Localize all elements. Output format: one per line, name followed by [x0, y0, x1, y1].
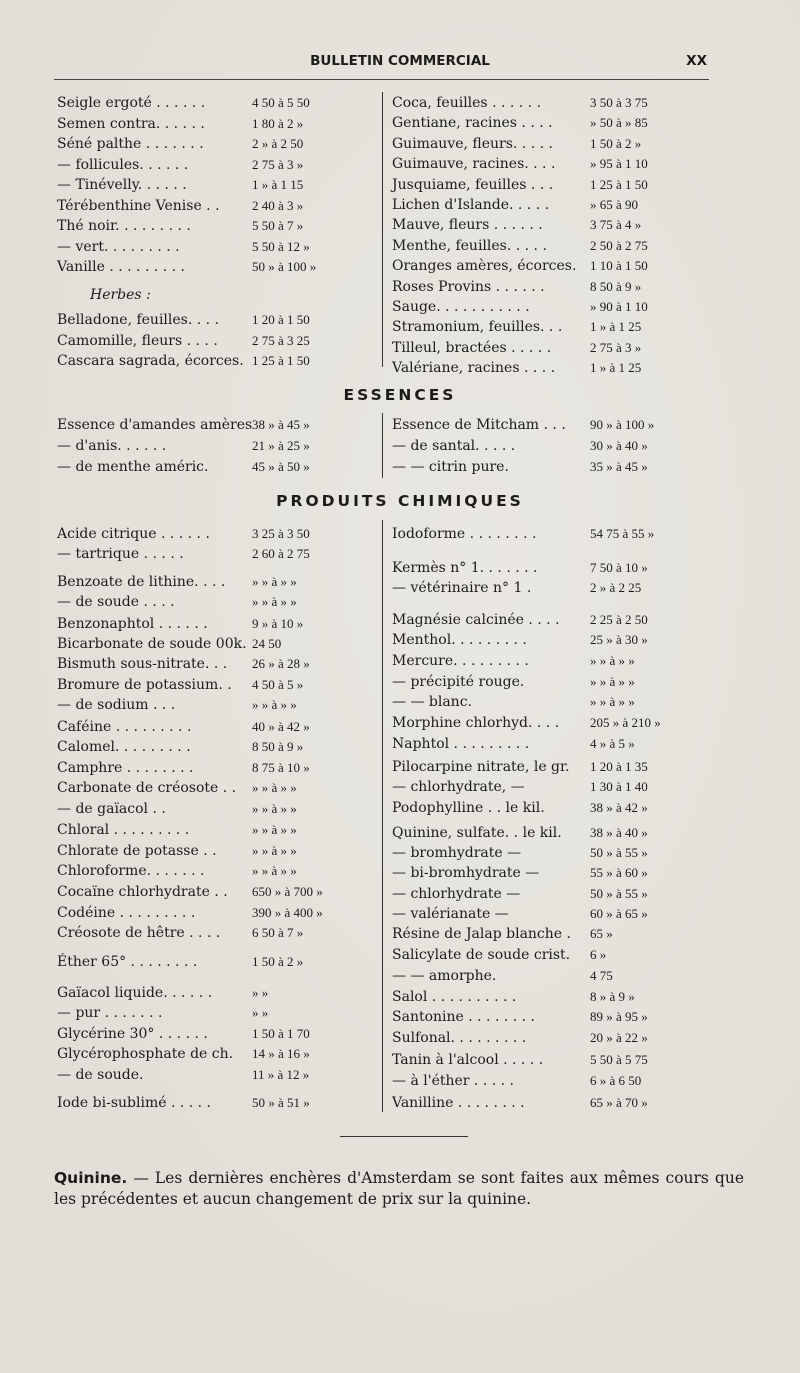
item-name: Salicylate de soude crist.: [392, 947, 571, 963]
item-price: 38 » à 42 »: [590, 800, 648, 815]
item-price: 1 20 à 1 35: [590, 759, 648, 774]
quinine-note: [54, 1168, 744, 1210]
item-name: Acide citrique . . . . . .: [57, 526, 210, 542]
item-price: 89 » à 95 »: [590, 1009, 648, 1024]
item-name: Carbonate de créosote . .: [57, 780, 237, 796]
item-name: — précipité rouge.: [392, 674, 525, 690]
item-price: 6 50 à 7 »: [252, 925, 304, 940]
item-price: 1 80 à 2 »: [252, 115, 304, 131]
item-price: 2 50 à 2 75: [590, 237, 648, 253]
item-name: — bromhydrate —: [392, 845, 522, 861]
item-price: 55 » à 60 »: [590, 865, 648, 880]
item-price: 390 » à 400 »: [252, 905, 323, 920]
item-name: Cascara sagrada, écorces.: [57, 353, 244, 369]
footer-rule: [340, 1136, 468, 1137]
item-name: — de soude.: [57, 1067, 144, 1083]
item-price: 54 75 à 55 »: [590, 526, 655, 541]
item-price: 205 » à 210 »: [590, 715, 661, 730]
item-price: 2 25 à 2 50: [590, 612, 648, 627]
item-name: Sauge. . . . . . . . . . .: [392, 299, 530, 315]
header-title: BULLETIN COMMERCIAL: [310, 53, 490, 69]
item-name: Éther 65° . . . . . . . .: [57, 954, 198, 970]
item-price: 40 » à 42 »: [252, 719, 310, 734]
item-price: 5 50 à 7 »: [252, 218, 304, 233]
item-price: » » à » »: [252, 780, 297, 795]
item-price: » »: [252, 1005, 269, 1020]
item-price: 38 » à 45 »: [252, 417, 310, 432]
item-price: 1 20 à 1 50: [252, 312, 310, 327]
item-name: Jusquiame, feuilles . . .: [392, 176, 554, 193]
item-price: 65 » à 70 »: [590, 1095, 648, 1110]
item-name: Menthe, feuilles. . . . .: [392, 237, 547, 254]
item-name: — chlorhydrate —: [392, 886, 521, 902]
column-divider-chimiques: [382, 520, 383, 1112]
item-price: 1 25 à 1 50: [252, 353, 310, 368]
item-price: 60 » à 65 »: [590, 906, 648, 921]
item-price: 2 » à 2 25: [590, 580, 642, 595]
item-name: Chloroforme. . . . . . .: [57, 863, 205, 879]
item-price: » » à » »: [252, 843, 297, 858]
item-price: 30 » à 40 »: [590, 438, 648, 453]
item-price: 2 » à 2 50: [252, 136, 304, 151]
item-price: 1 » à 1 15: [252, 177, 304, 192]
item-name: Mercure. . . . . . . . .: [392, 653, 529, 669]
item-name: Codéine . . . . . . . . .: [57, 905, 196, 921]
item-name: — d'anis. . . . . .: [57, 438, 167, 454]
item-name: — — amorphe.: [392, 968, 497, 984]
item-price: 2 75 à 3 »: [252, 156, 304, 172]
item-price: 1 50 à 2 »: [252, 954, 304, 969]
item-name: Belladone, feuilles. . . .: [57, 312, 220, 328]
item-name: Mauve, fleurs . . . . . .: [392, 217, 543, 234]
item-price: 6 » à 6 50: [590, 1073, 642, 1088]
item-name: — vétérinaire n° 1 .: [392, 580, 532, 596]
item-name: Kermès n° 1. . . . . . .: [392, 560, 538, 576]
item-name: Cocaïne chlorhydrate . .: [57, 884, 228, 900]
page-number: XX: [686, 53, 707, 69]
note-text: — Les dernières enchères d'Amsterdam se sont faites aux mêmes cours que les précédentes et aucun changement de prix sur la quinine.: [54, 1169, 744, 1208]
item-name: Stramonium, feuilles. . .: [392, 319, 563, 336]
column-divider-essences: [382, 413, 383, 478]
item-name: Semen contra. . . . . .: [57, 115, 205, 132]
item-price: 6 »: [590, 947, 607, 962]
item-name: — — citrin pure.: [392, 459, 509, 475]
item-name: — valérianate —: [392, 906, 509, 922]
item-price: 8 50 à 9 »: [252, 739, 304, 754]
item-name: Quinine, sulfate. . le kil.: [392, 825, 562, 841]
item-name: Menthol. . . . . . . . .: [392, 632, 527, 648]
item-name: — chlorhydrate, —: [392, 779, 525, 795]
item-name: Glycérophosphate de ch.: [57, 1046, 234, 1062]
item-name: Chloral . . . . . . . . .: [57, 822, 190, 838]
item-price: 14 » à 16 »: [252, 1046, 310, 1061]
item-price: » 95 à 1 10: [590, 156, 648, 172]
item-name: Gentiane, racines . . . .: [392, 115, 553, 132]
item-price: 50 » à 100 »: [252, 259, 317, 274]
item-price: 1 25 à 1 50: [590, 176, 648, 192]
item-price: 8 50 à 9 »: [590, 278, 642, 294]
item-name: Santonine . . . . . . . .: [392, 1009, 536, 1025]
essences-title: ESSENCES: [343, 386, 457, 404]
note-lead: Quinine.: [54, 1169, 128, 1187]
item-price: 8 » à 9 »: [590, 989, 635, 1004]
item-name: Vanilline . . . . . . . .: [392, 1095, 525, 1111]
item-name: Créosote de hêtre . . . .: [57, 925, 221, 941]
item-price: 7 50 à 10 »: [590, 560, 648, 575]
item-name: — follicules. . . . . .: [57, 156, 189, 173]
item-price: 38 » à 40 »: [590, 825, 648, 840]
item-name: Lichen d'Islande. . . . .: [392, 197, 550, 213]
herbes-subheading: Herbes :: [90, 287, 151, 303]
item-name: — de menthe améric.: [57, 459, 209, 475]
item-name: Roses Provins . . . . . .: [392, 278, 545, 295]
item-name: Chlorate de potasse . .: [57, 843, 217, 859]
item-name: Guimauve, racines. . . .: [392, 156, 556, 173]
item-price: 5 50 à 5 75: [590, 1052, 648, 1067]
item-price: 4 75: [590, 968, 613, 983]
item-name: Naphtol . . . . . . . . .: [392, 736, 530, 752]
item-name: Calomel. . . . . . . . .: [57, 739, 191, 755]
item-price: 11 » à 12 »: [252, 1067, 310, 1082]
item-price: » 65 à 90: [590, 197, 639, 212]
item-name: Coca, feuilles . . . . . .: [392, 95, 542, 111]
item-name: — — blanc.: [392, 694, 472, 710]
item-name: Salol . . . . . . . . . .: [392, 989, 517, 1005]
item-price: 25 » à 30 »: [590, 632, 648, 647]
item-price: 1 » à 1 25: [590, 319, 642, 335]
item-name: Seigle ergoté . . . . . .: [57, 95, 206, 111]
item-name: — tartrique . . . . .: [57, 546, 184, 562]
item-price: 1 10 à 1 50: [590, 258, 648, 274]
item-price: 24 50: [252, 636, 282, 651]
column-divider-top: [382, 92, 383, 367]
item-name: Résine de Jalap blanche .: [392, 926, 571, 942]
item-price: 90 » à 100 »: [590, 417, 655, 432]
item-name: — pur . . . . . . .: [57, 1005, 163, 1021]
item-price: 4 50 à 5 50: [252, 95, 310, 110]
item-price: 650 » à 700 »: [252, 884, 323, 899]
item-name: — vert. . . . . . . . .: [57, 238, 180, 255]
header-rule: [54, 79, 709, 80]
item-name: Guimauve, fleurs. . . . .: [392, 135, 553, 152]
item-name: Pilocarpine nitrate, le gr.: [392, 759, 570, 775]
item-name: Glycérine 30° . . . . . .: [57, 1026, 208, 1042]
item-name: Iode bi-sublimé . . . . .: [57, 1095, 212, 1111]
item-price: 1 30 à 1 40: [590, 779, 648, 794]
item-name: Bismuth sous-nitrate. . .: [57, 656, 228, 672]
item-name: Sulfonal. . . . . . . . .: [392, 1030, 527, 1046]
item-price: » » à » »: [252, 863, 297, 878]
item-name: — de santal. . . . .: [392, 438, 516, 454]
item-price: 4 50 à 5 »: [252, 677, 304, 692]
item-price: 3 50 à 3 75: [590, 95, 648, 110]
item-name: Séné palthe . . . . . . .: [57, 136, 204, 152]
item-price: 2 75 à 3 »: [590, 339, 642, 355]
item-price: 35 » à 45 »: [590, 459, 648, 474]
item-price: » » à » »: [252, 574, 297, 589]
item-name: Valériane, racines . . . .: [392, 360, 556, 377]
item-price: 21 » à 25 »: [252, 438, 310, 453]
item-price: 2 75 à 3 25: [252, 333, 310, 348]
item-name: Iodoforme . . . . . . . .: [392, 526, 537, 542]
page-header: [0, 53, 800, 73]
item-price: 45 » à 50 »: [252, 459, 310, 474]
item-price: » » à » »: [590, 653, 635, 668]
item-name: — Tinévelly. . . . . .: [57, 177, 187, 193]
item-name: Bromure de potassium. .: [57, 677, 232, 693]
item-price: 26 » à 28 »: [252, 656, 310, 671]
item-price: 4 » à 5 »: [590, 736, 635, 751]
item-name: Oranges amères, écorces.: [392, 258, 577, 275]
item-name: Podophylline . . le kil.: [392, 800, 545, 816]
item-price: » » à » »: [252, 822, 297, 837]
item-price: » » à » »: [252, 801, 297, 816]
item-name: Morphine chlorhyd. . . .: [392, 715, 560, 731]
item-price: 50 » à 55 »: [590, 886, 648, 901]
item-name: Thé noir. . . . . . . . .: [57, 218, 191, 234]
item-name: Magnésie calcinée . . . .: [392, 612, 560, 628]
item-price: 20 » à 22 »: [590, 1030, 648, 1045]
item-price: 65 »: [590, 926, 613, 941]
item-name: Bicarbonate de soude 00k.: [57, 636, 247, 652]
item-name: — de sodium . . .: [57, 697, 176, 713]
item-price: 1 50 à 2 »: [590, 135, 642, 151]
item-price: 5 50 à 12 »: [252, 238, 310, 254]
item-price: 9 » à 10 »: [252, 616, 304, 631]
item-price: 2 60 à 2 75: [252, 546, 310, 561]
item-price: 50 » à 51 »: [252, 1095, 310, 1110]
item-name: Tilleul, bractées . . . . .: [392, 339, 552, 356]
chimiques-title: PRODUITS CHIMIQUES: [276, 492, 524, 510]
item-name: Vanille . . . . . . . . .: [57, 259, 186, 275]
item-name: Essence de Mitcham . . .: [392, 417, 566, 433]
item-price: » » à » »: [252, 594, 297, 609]
item-price: 3 75 à 4 »: [590, 217, 642, 233]
item-name: Camphre . . . . . . . .: [57, 760, 194, 776]
item-name: Gaïacol liquide. . . . . .: [57, 985, 213, 1001]
item-price: 3 25 à 3 50: [252, 526, 310, 541]
item-price: 1 50 à 1 70: [252, 1026, 310, 1041]
item-name: — à l'éther . . . . .: [392, 1073, 514, 1089]
item-price: » » à » »: [252, 697, 297, 712]
item-price: » 90 à 1 10: [590, 299, 648, 314]
item-name: — de soude . . . .: [57, 594, 175, 610]
item-name: Benzoate de lithine. . . .: [57, 574, 226, 590]
item-price: 1 » à 1 25: [590, 360, 642, 376]
item-price: » » à » »: [590, 674, 635, 689]
item-name: Caféine . . . . . . . . .: [57, 719, 192, 735]
item-name: Tanin à l'alcool . . . . .: [392, 1052, 544, 1068]
item-price: 2 40 à 3 »: [252, 197, 304, 213]
item-name: Essence d'amandes amères: [57, 417, 253, 433]
item-name: Camomille, fleurs . . . .: [57, 333, 218, 349]
item-name: Térébenthine Venise . .: [57, 197, 220, 214]
item-price: 50 » à 55 »: [590, 845, 648, 860]
item-price: » » à » »: [590, 694, 635, 709]
item-price: » 50 à » 85: [590, 115, 648, 131]
item-name: — bi-bromhydrate —: [392, 865, 540, 881]
item-name: — de gaïacol . .: [57, 801, 166, 817]
item-price: » »: [252, 985, 269, 1000]
item-name: Benzonaphtol . . . . . .: [57, 616, 208, 632]
item-price: 8 75 à 10 »: [252, 760, 310, 775]
